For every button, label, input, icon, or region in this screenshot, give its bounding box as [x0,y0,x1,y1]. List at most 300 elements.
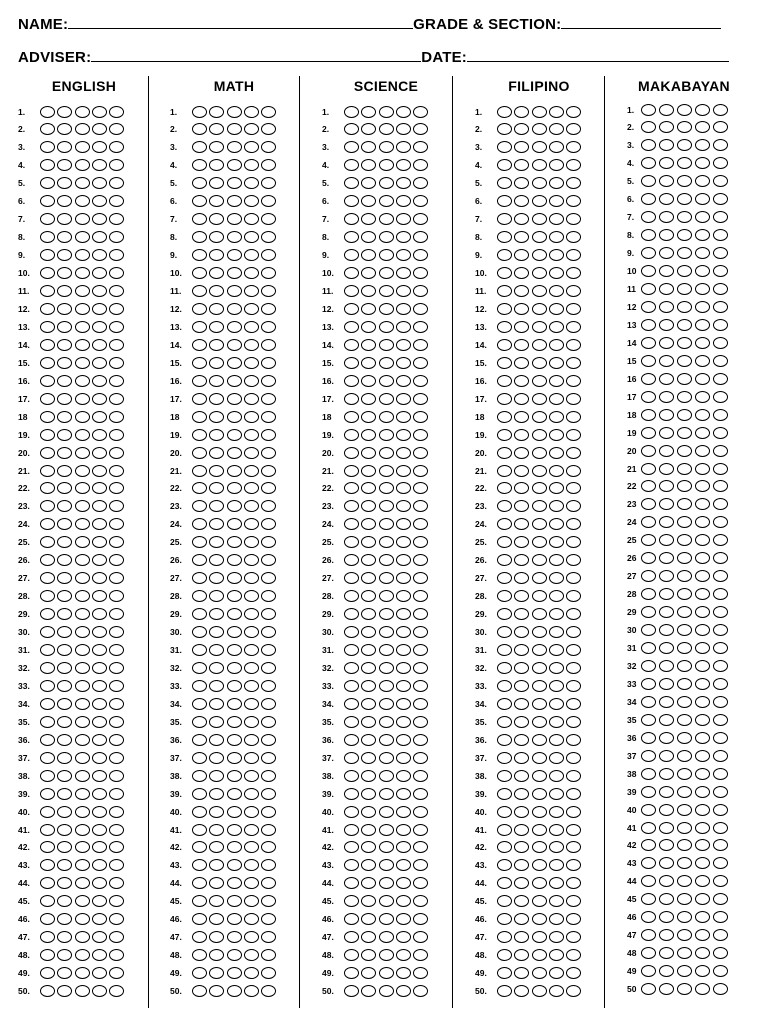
answer-bubble[interactable] [227,859,242,871]
answer-bubble[interactable] [209,806,224,818]
answer-bubble[interactable] [261,967,276,979]
answer-bubble[interactable] [227,913,242,925]
answer-bubble[interactable] [379,824,394,836]
answer-bubble[interactable] [40,841,55,853]
answer-bubble[interactable] [497,447,512,459]
answer-bubble[interactable] [641,211,656,223]
answer-bubble[interactable] [677,193,692,205]
answer-bubble[interactable] [713,786,728,798]
answer-bubble[interactable] [227,482,242,494]
answer-bubble[interactable] [659,929,674,941]
answer-bubble[interactable] [244,429,259,441]
answer-bubble[interactable] [244,321,259,333]
answer-bubble[interactable] [57,590,72,602]
answer-bubble[interactable] [192,662,207,674]
answer-bubble[interactable] [713,265,728,277]
answer-bubble[interactable] [549,949,564,961]
answer-bubble[interactable] [92,913,107,925]
answer-bubble[interactable] [532,770,547,782]
answer-bubble[interactable] [713,929,728,941]
answer-bubble[interactable] [209,303,224,315]
answer-bubble[interactable] [566,806,581,818]
answer-bubble[interactable] [92,321,107,333]
answer-bubble[interactable] [244,106,259,118]
answer-bubble[interactable] [261,877,276,889]
answer-bubble[interactable] [549,554,564,566]
answer-bubble[interactable] [713,588,728,600]
answer-bubble[interactable] [695,463,710,475]
answer-bubble[interactable] [695,157,710,169]
answer-bubble[interactable] [396,482,411,494]
answer-bubble[interactable] [413,123,428,135]
answer-bubble[interactable] [92,249,107,261]
answer-bubble[interactable] [659,570,674,582]
answer-bubble[interactable] [659,965,674,977]
answer-bubble[interactable] [261,608,276,620]
answer-bubble[interactable] [497,967,512,979]
answer-bubble[interactable] [566,195,581,207]
answer-bubble[interactable] [57,788,72,800]
answer-bubble[interactable] [57,734,72,746]
answer-bubble[interactable] [192,518,207,530]
answer-bubble[interactable] [497,339,512,351]
answer-bubble[interactable] [227,195,242,207]
answer-bubble[interactable] [641,157,656,169]
answer-bubble[interactable] [40,536,55,548]
answer-bubble[interactable] [57,985,72,997]
answer-bubble[interactable] [379,967,394,979]
answer-bubble[interactable] [413,536,428,548]
answer-bubble[interactable] [227,213,242,225]
answer-bubble[interactable] [92,716,107,728]
answer-bubble[interactable] [396,662,411,674]
answer-bubble[interactable] [532,949,547,961]
answer-bubble[interactable] [244,680,259,692]
answer-bubble[interactable] [641,534,656,546]
answer-bubble[interactable] [713,570,728,582]
answer-bubble[interactable] [659,678,674,690]
answer-bubble[interactable] [532,321,547,333]
answer-bubble[interactable] [566,949,581,961]
answer-bubble[interactable] [497,698,512,710]
answer-bubble[interactable] [75,518,90,530]
answer-bubble[interactable] [92,931,107,943]
answer-bubble[interactable] [713,104,728,116]
answer-bubble[interactable] [244,267,259,279]
answer-bubble[interactable] [379,447,394,459]
answer-bubble[interactable] [109,824,124,836]
answer-bubble[interactable] [695,283,710,295]
answer-bubble[interactable] [192,824,207,836]
answer-bubble[interactable] [361,303,376,315]
answer-bubble[interactable] [396,680,411,692]
answer-bubble[interactable] [659,409,674,421]
answer-bubble[interactable] [57,267,72,279]
answer-bubble[interactable] [497,141,512,153]
answer-bubble[interactable] [109,931,124,943]
answer-bubble[interactable] [109,249,124,261]
answer-bubble[interactable] [244,770,259,782]
answer-bubble[interactable] [532,482,547,494]
answer-bubble[interactable] [261,141,276,153]
answer-bubble[interactable] [261,411,276,423]
answer-bubble[interactable] [659,893,674,905]
answer-bubble[interactable] [244,231,259,243]
answer-bubble[interactable] [713,678,728,690]
answer-bubble[interactable] [109,267,124,279]
answer-bubble[interactable] [514,554,529,566]
answer-bubble[interactable] [57,447,72,459]
answer-bubble[interactable] [713,373,728,385]
answer-bubble[interactable] [695,804,710,816]
answer-bubble[interactable] [532,500,547,512]
answer-bubble[interactable] [713,911,728,923]
answer-bubble[interactable] [641,247,656,259]
answer-bubble[interactable] [713,463,728,475]
answer-bubble[interactable] [92,788,107,800]
answer-bubble[interactable] [192,572,207,584]
answer-bubble[interactable] [549,429,564,441]
answer-bubble[interactable] [361,106,376,118]
answer-bubble[interactable] [209,734,224,746]
answer-bubble[interactable] [497,985,512,997]
answer-bubble[interactable] [261,806,276,818]
answer-bubble[interactable] [379,734,394,746]
answer-bubble[interactable] [566,213,581,225]
answer-bubble[interactable] [695,516,710,528]
answer-bubble[interactable] [209,393,224,405]
answer-bubble[interactable] [75,931,90,943]
answer-bubble[interactable] [379,698,394,710]
answer-bubble[interactable] [677,552,692,564]
answer-bubble[interactable] [261,429,276,441]
answer-bubble[interactable] [677,642,692,654]
answer-bubble[interactable] [361,321,376,333]
answer-bubble[interactable] [261,554,276,566]
answer-bubble[interactable] [361,572,376,584]
answer-bubble[interactable] [713,839,728,851]
answer-bubble[interactable] [497,877,512,889]
answer-bubble[interactable] [497,536,512,548]
answer-bubble[interactable] [549,877,564,889]
answer-bubble[interactable] [396,608,411,620]
answer-bubble[interactable] [396,877,411,889]
answer-bubble[interactable] [659,157,674,169]
answer-bubble[interactable] [344,931,359,943]
answer-bubble[interactable] [566,482,581,494]
answer-bubble[interactable] [192,536,207,548]
answer-bubble[interactable] [514,285,529,297]
answer-bubble[interactable] [566,788,581,800]
answer-bubble[interactable] [261,482,276,494]
answer-bubble[interactable] [209,572,224,584]
answer-bubble[interactable] [659,211,674,223]
answer-bubble[interactable] [497,500,512,512]
answer-bubble[interactable] [641,391,656,403]
answer-bubble[interactable] [532,123,547,135]
answer-bubble[interactable] [549,321,564,333]
answer-bubble[interactable] [713,445,728,457]
answer-bubble[interactable] [641,606,656,618]
answer-bubble[interactable] [379,267,394,279]
answer-bubble[interactable] [40,608,55,620]
answer-bubble[interactable] [396,518,411,530]
answer-bubble[interactable] [227,303,242,315]
answer-bubble[interactable] [344,536,359,548]
answer-bubble[interactable] [40,824,55,836]
answer-bubble[interactable] [361,770,376,782]
answer-bubble[interactable] [109,339,124,351]
answer-bubble[interactable] [209,949,224,961]
answer-bubble[interactable] [261,177,276,189]
answer-bubble[interactable] [344,195,359,207]
answer-bubble[interactable] [549,572,564,584]
answer-bubble[interactable] [677,175,692,187]
answer-bubble[interactable] [713,498,728,510]
answer-bubble[interactable] [244,734,259,746]
answer-bubble[interactable] [532,213,547,225]
answer-bubble[interactable] [40,375,55,387]
answer-bubble[interactable] [75,267,90,279]
answer-bubble[interactable] [379,411,394,423]
answer-bubble[interactable] [75,608,90,620]
answer-bubble[interactable] [344,339,359,351]
answer-bubble[interactable] [641,893,656,905]
answer-bubble[interactable] [549,267,564,279]
answer-bubble[interactable] [396,411,411,423]
answer-bubble[interactable] [549,303,564,315]
answer-bubble[interactable] [532,626,547,638]
answer-bubble[interactable] [514,482,529,494]
answer-bubble[interactable] [497,895,512,907]
answer-bubble[interactable] [109,806,124,818]
answer-bubble[interactable] [92,949,107,961]
answer-bubble[interactable] [659,857,674,869]
answer-bubble[interactable] [659,283,674,295]
answer-bubble[interactable] [413,788,428,800]
answer-bubble[interactable] [40,662,55,674]
answer-bubble[interactable] [641,804,656,816]
answer-bubble[interactable] [227,375,242,387]
answer-bubble[interactable] [227,608,242,620]
answer-bubble[interactable] [379,644,394,656]
answer-bubble[interactable] [659,516,674,528]
answer-bubble[interactable] [109,949,124,961]
answer-bubble[interactable] [677,445,692,457]
answer-bubble[interactable] [344,967,359,979]
answer-bubble[interactable] [566,285,581,297]
answer-bubble[interactable] [361,716,376,728]
answer-bubble[interactable] [109,123,124,135]
answer-bubble[interactable] [566,626,581,638]
answer-bubble[interactable] [75,626,90,638]
answer-bubble[interactable] [92,734,107,746]
answer-bubble[interactable] [261,716,276,728]
answer-bubble[interactable] [695,373,710,385]
answer-bubble[interactable] [659,660,674,672]
answer-bubble[interactable] [261,195,276,207]
answer-bubble[interactable] [532,824,547,836]
answer-bubble[interactable] [514,644,529,656]
answer-bubble[interactable] [713,875,728,887]
answer-bubble[interactable] [641,463,656,475]
answer-bubble[interactable] [192,465,207,477]
answer-bubble[interactable] [92,644,107,656]
answer-bubble[interactable] [413,267,428,279]
answer-bubble[interactable] [677,355,692,367]
answer-bubble[interactable] [514,931,529,943]
answer-bubble[interactable] [40,303,55,315]
answer-bubble[interactable] [695,768,710,780]
answer-bubble[interactable] [514,895,529,907]
answer-bubble[interactable] [379,877,394,889]
answer-bubble[interactable] [244,877,259,889]
answer-bubble[interactable] [40,644,55,656]
answer-bubble[interactable] [109,536,124,548]
answer-bubble[interactable] [192,123,207,135]
answer-bubble[interactable] [532,159,547,171]
answer-bubble[interactable] [40,123,55,135]
answer-bubble[interactable] [713,660,728,672]
answer-bubble[interactable] [209,877,224,889]
answer-bubble[interactable] [413,357,428,369]
answer-bubble[interactable] [261,357,276,369]
answer-bubble[interactable] [497,680,512,692]
answer-bubble[interactable] [40,195,55,207]
answer-bubble[interactable] [695,606,710,618]
answer-bubble[interactable] [695,498,710,510]
answer-bubble[interactable] [75,123,90,135]
answer-bubble[interactable] [40,859,55,871]
answer-bubble[interactable] [713,175,728,187]
answer-bubble[interactable] [75,465,90,477]
answer-bubble[interactable] [92,195,107,207]
answer-bubble[interactable] [413,465,428,477]
answer-bubble[interactable] [244,590,259,602]
answer-bubble[interactable] [641,696,656,708]
answer-bubble[interactable] [379,752,394,764]
answer-bubble[interactable] [379,536,394,548]
answer-bubble[interactable] [497,644,512,656]
answer-bubble[interactable] [677,768,692,780]
answer-bubble[interactable] [92,177,107,189]
answer-bubble[interactable] [344,859,359,871]
answer-bubble[interactable] [659,839,674,851]
answer-bubble[interactable] [261,518,276,530]
answer-bubble[interactable] [261,465,276,477]
answer-bubble[interactable] [549,734,564,746]
answer-bubble[interactable] [695,247,710,259]
answer-bubble[interactable] [209,321,224,333]
answer-bubble[interactable] [713,983,728,995]
answer-bubble[interactable] [497,303,512,315]
answer-bubble[interactable] [659,624,674,636]
answer-bubble[interactable] [57,949,72,961]
answer-bubble[interactable] [344,734,359,746]
answer-bubble[interactable] [532,195,547,207]
answer-bubble[interactable] [396,106,411,118]
answer-bubble[interactable] [659,229,674,241]
answer-bubble[interactable] [109,590,124,602]
answer-bubble[interactable] [549,500,564,512]
answer-bubble[interactable] [75,285,90,297]
answer-bubble[interactable] [396,213,411,225]
answer-bubble[interactable] [92,806,107,818]
answer-bubble[interactable] [514,500,529,512]
answer-bubble[interactable] [361,267,376,279]
answer-bubble[interactable] [227,231,242,243]
answer-bubble[interactable] [361,590,376,602]
answer-bubble[interactable] [344,177,359,189]
answer-bubble[interactable] [244,195,259,207]
answer-bubble[interactable] [566,680,581,692]
answer-bubble[interactable] [227,967,242,979]
answer-bubble[interactable] [514,949,529,961]
answer-bubble[interactable] [695,714,710,726]
answer-bubble[interactable] [227,357,242,369]
answer-bubble[interactable] [109,734,124,746]
answer-bubble[interactable] [361,339,376,351]
answer-bubble[interactable] [659,337,674,349]
answer-bubble[interactable] [344,411,359,423]
answer-bubble[interactable] [261,249,276,261]
answer-bubble[interactable] [261,949,276,961]
answer-bubble[interactable] [344,770,359,782]
date-field[interactable] [467,47,729,62]
answer-bubble[interactable] [659,373,674,385]
answer-bubble[interactable] [532,590,547,602]
answer-bubble[interactable] [396,949,411,961]
answer-bubble[interactable] [227,590,242,602]
answer-bubble[interactable] [641,768,656,780]
answer-bubble[interactable] [677,211,692,223]
answer-bubble[interactable] [659,445,674,457]
answer-bubble[interactable] [192,106,207,118]
answer-bubble[interactable] [109,859,124,871]
answer-bubble[interactable] [549,806,564,818]
answer-bubble[interactable] [261,572,276,584]
answer-bubble[interactable] [695,911,710,923]
answer-bubble[interactable] [379,859,394,871]
answer-bubble[interactable] [695,786,710,798]
answer-bubble[interactable] [549,931,564,943]
answer-bubble[interactable] [379,913,394,925]
answer-bubble[interactable] [413,482,428,494]
answer-bubble[interactable] [514,626,529,638]
answer-bubble[interactable] [92,626,107,638]
answer-bubble[interactable] [244,123,259,135]
answer-bubble[interactable] [497,949,512,961]
answer-bubble[interactable] [192,913,207,925]
answer-bubble[interactable] [413,231,428,243]
answer-bubble[interactable] [566,841,581,853]
answer-bubble[interactable] [109,285,124,297]
answer-bubble[interactable] [695,642,710,654]
answer-bubble[interactable] [514,177,529,189]
answer-bubble[interactable] [57,572,72,584]
answer-bubble[interactable] [396,429,411,441]
answer-bubble[interactable] [109,465,124,477]
answer-bubble[interactable] [209,375,224,387]
answer-bubble[interactable] [40,931,55,943]
answer-bubble[interactable] [497,716,512,728]
answer-bubble[interactable] [641,570,656,582]
answer-bubble[interactable] [261,698,276,710]
answer-bubble[interactable] [344,393,359,405]
answer-bubble[interactable] [192,949,207,961]
answer-bubble[interactable] [514,841,529,853]
answer-bubble[interactable] [57,806,72,818]
